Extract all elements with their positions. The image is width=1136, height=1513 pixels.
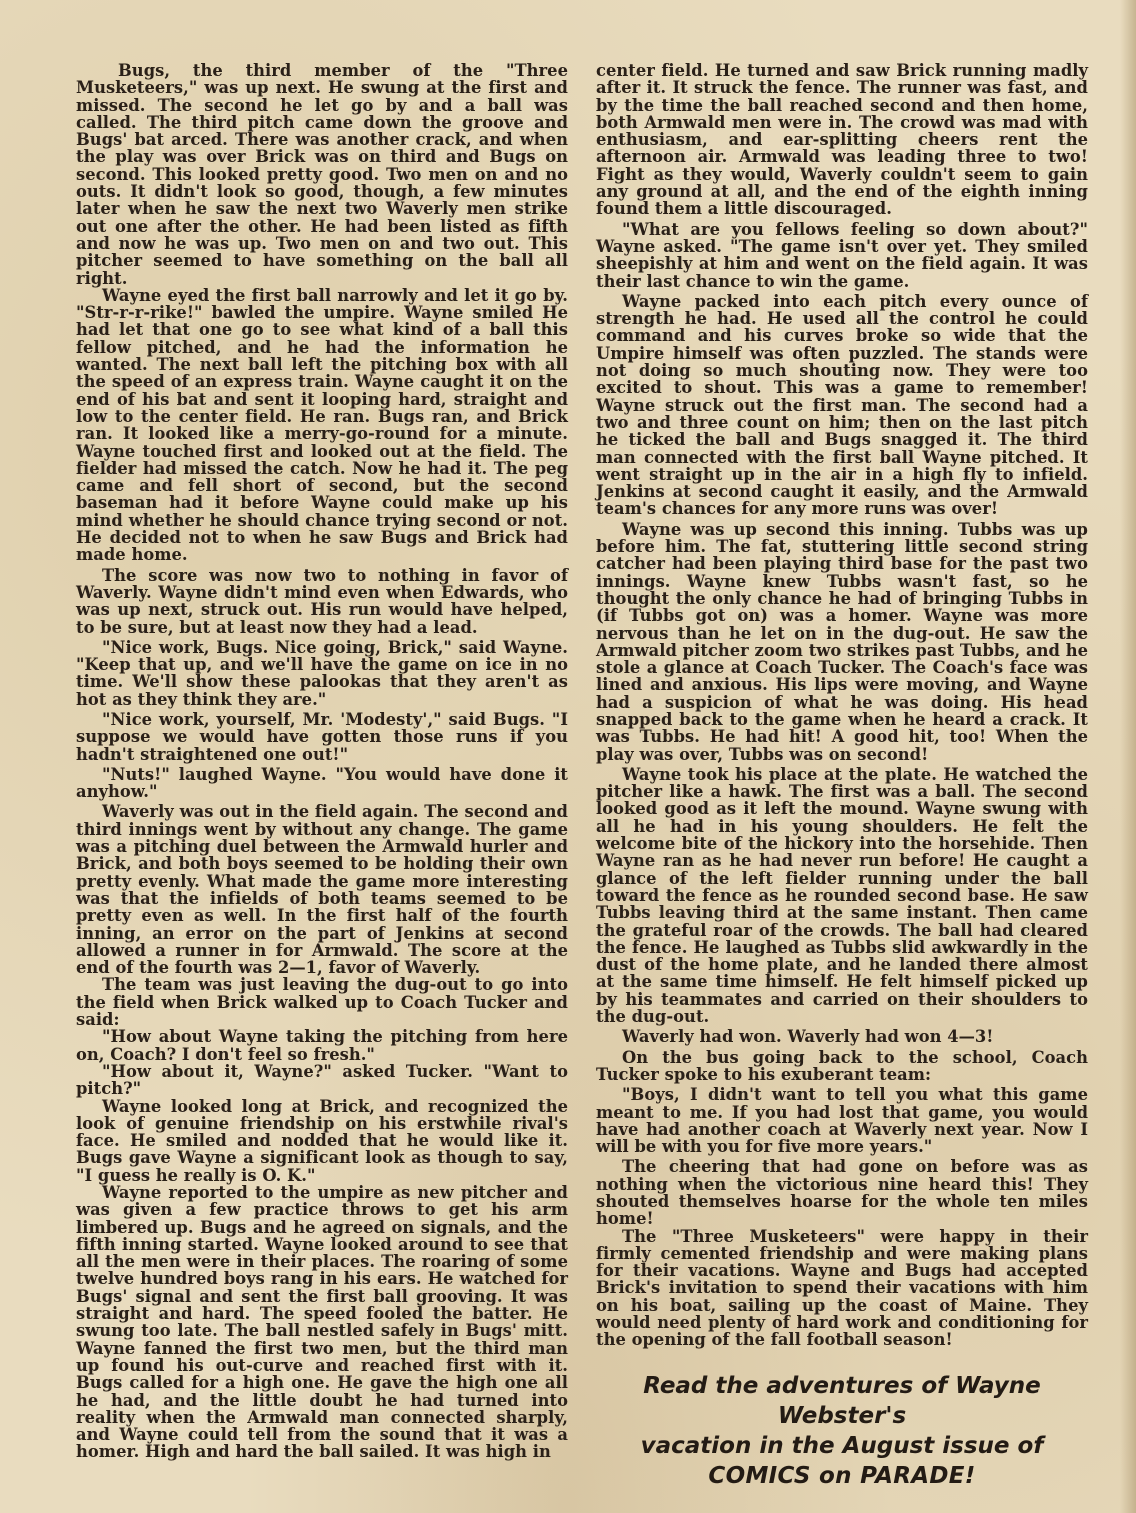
paragraph: center field. He turned and saw Brick running madly after it. It struck the fence. The runner was fast, and by the time the ball reached second and then home, both Armwald men were in. The crowd was mad with enthusiasm, and ear-splitting cheers rent the afternoon air. Armwald was leading three to two! Fight as they would, Waverly couldn't seem to gain any ground at all, and the end of the eighth inning found them a little discouraged. bbox=[596, 61, 1088, 219]
paragraph: The "Three Musketeers" were happy in their firmly cemented friendship and were making plans for their vacations. Wayne and Bugs had accepted Brick's invitation to spend their vacations with him on his boat, sailing up the coast of Maine. They would need plenty of hard work and conditioning for the opening of the fall football season! bbox=[596, 1226, 1088, 1350]
paragraph: Wayne eyed the first ball narrowly and let it go by. "Str-r-r-rike!" bawled the umpire. Wayne smiled He had let that one go to see what kind of a ball this fellow pitched, and he had the information he wanted. The next ball left the pitching box with all the speed of an express train. Wayne caught it on the end of his bat and sent it looping hard, straight and low to the center field. He ran. Bugs ran, and Brick ran. It looked like a merry-go-round for a minute. Wayne touched first and looked out at the field. The fielder had missed the catch. Now he had it. The peg came and fell short of second, but the second baseman had it before Wayne could make up his mind whether he should chance trying second or not. He decided not to when he saw Bugs and Brick had made home. bbox=[76, 285, 568, 565]
paragraph: The cheering that had gone on before was as nothing when the victorious nine heard this! They shouted themselves hoarse for the whole ten miles home! bbox=[596, 1157, 1088, 1229]
paragraph: "How about Wayne taking the pitching from here on, Coach? I don't feel so fresh." bbox=[76, 1027, 568, 1064]
paragraph: Wayne reported to the umpire as new pitcher and was given a few practice throws to get his arm limbered up. Bugs and he agreed on signals, and the fifth inning started. Wayne looked around to see that all the men were in their places. The roaring of some twelve hundred boys rang in his ears. He watched for Bugs' signal and sent the first ball grooving. It was straight and hard. The speed fooled the batter. He swung too late. The ball nestled safely in Bugs' mitt. Wayne fanned the first two men, but the third man up found his out-curve and reached first with it. Bugs called for a high one. He gave the high one all he had, and the little doubt he had turned into reality when the Armwald man connected sharply, and Wayne could tell from the sound that it was a homer. High and hard the ball sailed. It was high in bbox=[76, 1183, 568, 1462]
paragraph: On the bus going back to the school, Coach Tucker spoke to his exuberant team: bbox=[596, 1047, 1088, 1084]
paragraph: "Nice work, Bugs. Nice going, Brick," said Wayne. "Keep that up, and we'll have the game on ice in no time. We'll show these palookas that they aren't as hot as they think they are." bbox=[76, 637, 568, 709]
paragraph: "Nuts!" laughed Wayne. "You would have done it anyhow." bbox=[76, 764, 568, 802]
magazine-title: COMICS on PARADE! bbox=[708, 1462, 976, 1489]
paragraph: "Nice work, yourself, Mr. 'Modesty'," said Bugs. "I suppose we would have gotten those runs if you hadn't straightened one out!" bbox=[76, 709, 568, 764]
page-edge-shadow bbox=[1120, 0, 1136, 1513]
paragraph: The team was just leaving the dug-out to go into the field when Brick walked up to Coach Tucker and said: bbox=[76, 975, 568, 1030]
paragraph: "How about it, Wayne?" asked Tucker. "Want to pitch?" bbox=[76, 1061, 568, 1099]
paragraph: Bugs, the third member of the "Three Musketeers," was up next. He swung at the first and missed. The second he let go by and a ball was called. The third pitch came down the groove and Bugs' bat arced. There was another crack, and when the play was over Brick was on third and Bugs on second. This looked pretty good. Two men on and no outs. It didn't look so good, though, a few minutes later when he saw the next two Waverly men strike out one after the other. He had been listed as fifth and now he was up. Two men on and two out. This pitcher seemed to have something on the ball all right. bbox=[76, 61, 568, 288]
promo-line: vacation in the August issue of bbox=[640, 1432, 1044, 1459]
right-text-column bbox=[596, 62, 1088, 1491]
paragraph: Waverly had won. Waverly had won 4—3! bbox=[622, 1027, 994, 1047]
paragraph: Wayne was up second this inning. Tubbs was up before him. The fat, stuttering little second string catcher had been playing third base for the past two innings. Wayne knew Tubbs wasn't fast, so he thought the only chance he had of bringing Tubbs in (if Tubbs got on) was a homer. Wayne was more nervous than he let on in the dug-out. He saw the Armwald pitcher zoom two strikes past Tubbs, and he stole a glance at Coach Tucker. The Coach's face was lined and anxious. His lips were moving, and Wayne had a suspicion of what he was doing. His head snapped back to the game when he heard a crack. It was Tubbs. He had hit! A good hit, too! When the play was over, Tubbs was on second! bbox=[596, 519, 1088, 764]
paragraph: Wayne looked long at Brick, and recognized the look of genuine friendship on his erstwhile rival's face. He smiled and nodded that he would like it. Bugs gave Wayne a significant look as though to say, "I guess he really is O. K." bbox=[76, 1096, 568, 1185]
left-text-column bbox=[76, 62, 568, 1461]
next-issue-promo bbox=[596, 1371, 1088, 1491]
paragraph: "What are you fellows feeling so down about?" Wayne asked. "The game isn't over yet. They smiled sheepishly at him and went on the field again. It was their last chance to win the game. bbox=[596, 219, 1088, 291]
paragraph: Waverly was out in the field again. The second and third innings went by without any change. The game was a pitching duel between the Armwald hurler and Brick, and both boys seemed to be holding their own pretty evenly. What made the game more interesting was that the infields of both teams seemed to be pretty even as well. In the first half of the fourth inning, an error on the part of Jenkins at second allowed a runner in for Armwald. The score at the end of the fourth was 2—1, favor of Waverly. bbox=[76, 802, 568, 978]
paragraph: Wayne packed into each pitch every ounce of strength he had. He used all the control he could command and his curves broke so wide that the Umpire himself was often puzzled. The stands were not doing so much shouting now. They were too excited to shout. This was a game to remember! Wayne struck out the first man. The second had a two and three count on him; then on the last pitch he ticked the ball and Bugs snagged it. The third man connected with the first ball Wayne pitched. It went straight up in the air in a high fly to infield. Jenkins at second caught it easily, and the Armwald team's chances for any more runs was over! bbox=[596, 291, 1088, 519]
paragraph: "Boys, I didn't want to tell you what this game meant to me. If you had lost that game, you would have had another coach at Waverly next year. Now I will be with you for five more years." bbox=[596, 1085, 1088, 1157]
paragraph: The score was now two to nothing in favor of Waverly. Wayne didn't mind even when Edwards, who was up next, struck out. His run would have helped, to be sure, but at least now they had a lead. bbox=[76, 565, 568, 637]
paragraph: Wayne took his place at the plate. He watched the pitcher like a hawk. The first was a ball. The second looked good as it left the mound. Wayne swung with all he had in his young shoulders. He felt the welcome bite of the hickory into the horsehide. Then Wayne ran as he had never run before! He caught a glance of the left fielder running under the ball toward the fence as he rounded second base. He saw Tubbs leaving third at the same instant. Then came the grateful roar of the crowds. The ball had cleared the fence. He laughed as Tubbs slid awkwardly in the dust of the home plate, and he landed there almost at the same time himself. He felt himself picked up by his teammates and carried on their shoulders to the dug-out. bbox=[596, 764, 1088, 1027]
promo-line: Read the adventures of Wayne Webster's bbox=[643, 1372, 1041, 1429]
